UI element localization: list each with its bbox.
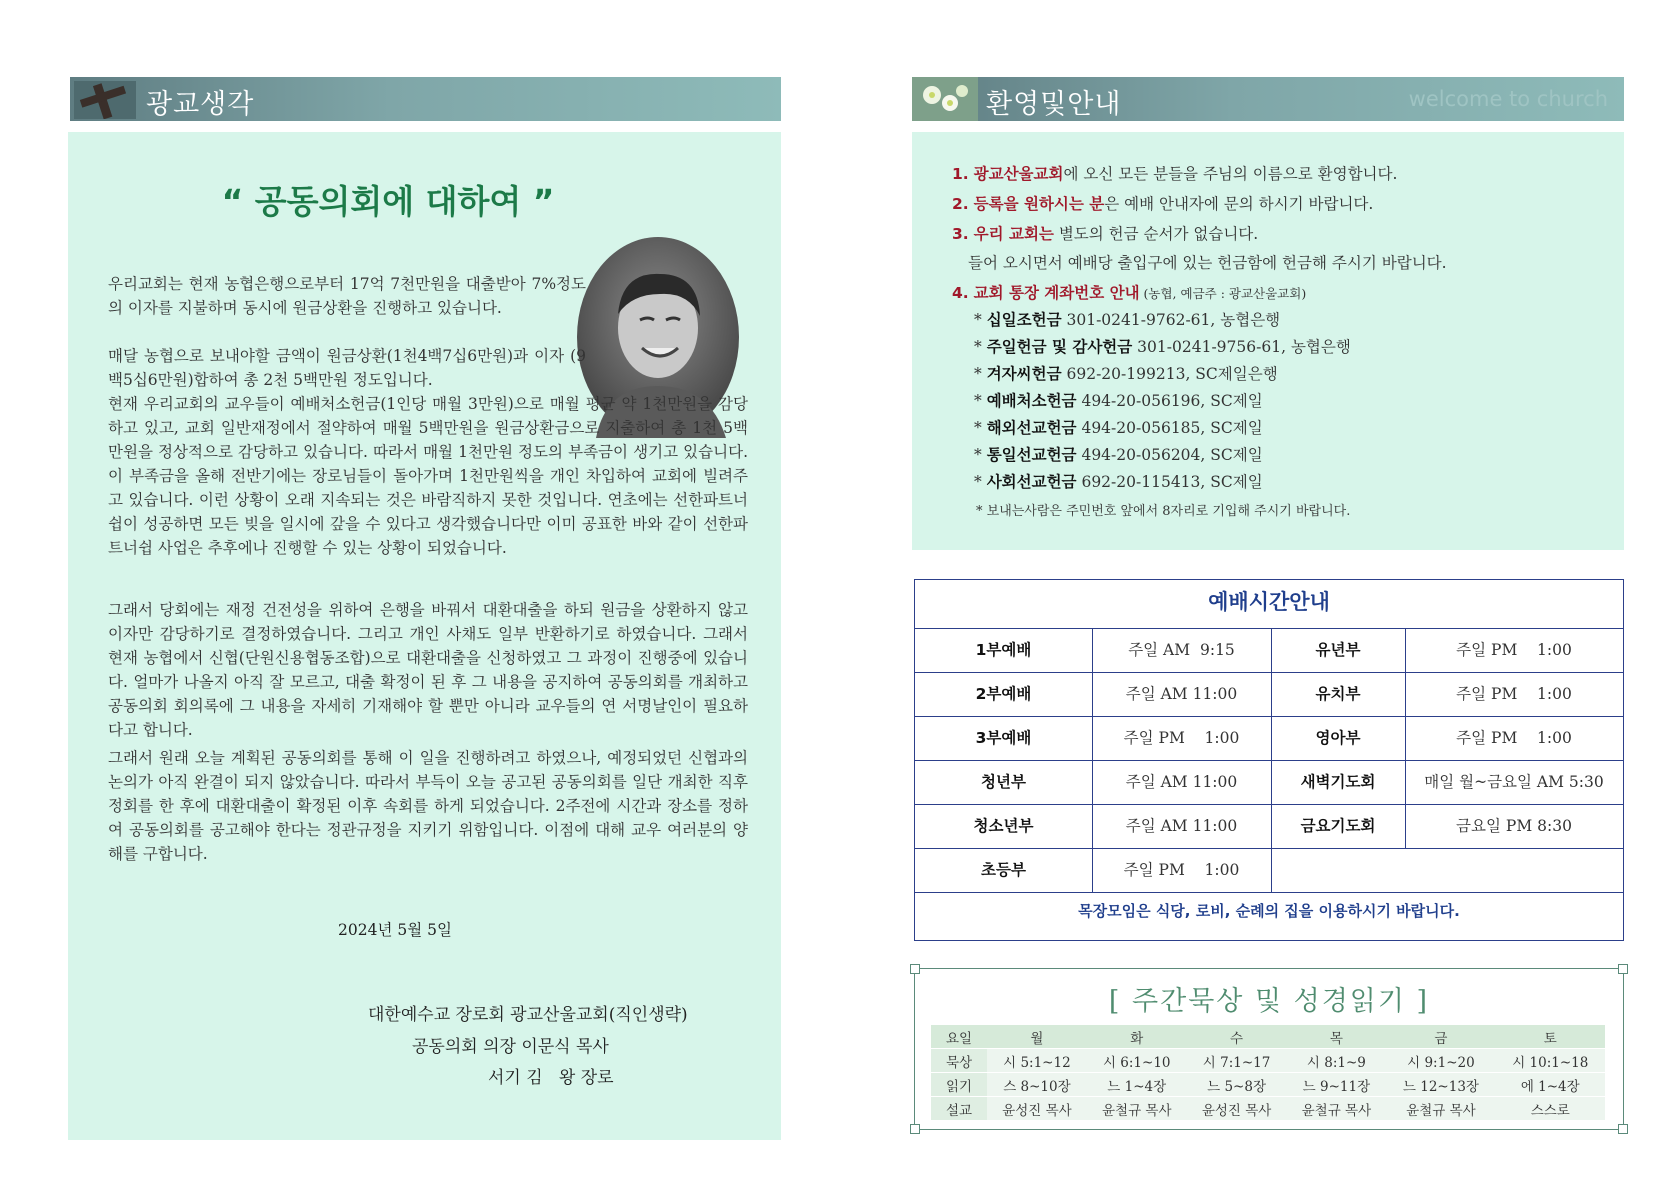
weekly-meditation-box — [914, 968, 1624, 1130]
welcome-item-3: 3. 우리 교회는 별도의 헌금 순서가 없습니다. — [952, 225, 1259, 243]
schedule-label: 새벽기도회 — [1300, 773, 1376, 791]
schedule-time: 주일 PM 1:00 — [1456, 641, 1572, 659]
table-cell: 시 7:1~17 — [1187, 1049, 1287, 1073]
schedule-time: 주일 AM 11:00 — [1125, 773, 1238, 791]
schedule-title: 예배시간안내 — [1208, 590, 1330, 614]
signature-clerk: 서기 김 왕 장로 — [488, 1068, 614, 1088]
account-social-mission: * 사회선교헌금 692-20-115413, SC제일 — [974, 473, 1263, 491]
table-cell: 느 12~13장 — [1386, 1073, 1495, 1097]
table-cell: 윤철규 목사 — [1087, 1097, 1187, 1121]
schedule-label: 청년부 — [981, 773, 1026, 791]
left-section-title: 광교생각 — [146, 89, 255, 120]
essay-date: 2024년 5월 5일 — [338, 921, 452, 939]
welcome-item-4: 4. 교회 통장 계좌번호 안내 (농협, 예금주 : 광교산울교회) — [952, 284, 1307, 302]
essay-title: “ 공동의회에 대하여 ” — [221, 182, 555, 221]
signature-chair: 공동의회 의장 이문식 목사 — [412, 1037, 609, 1057]
bullet: * — [974, 338, 982, 356]
schedule-time: 주일 PM 1:00 — [1456, 685, 1572, 703]
cross-icon — [74, 81, 136, 119]
bullet: * — [974, 446, 982, 464]
left-section-header — [70, 77, 781, 121]
bullet: * — [974, 473, 982, 491]
schedule-time: 주일 AM 11:00 — [1125, 817, 1238, 835]
account-tithe: * 십일조헌금 301-0241-9762-61, 농협은행 — [974, 311, 1281, 329]
schedule-note: 목장모임은 식당, 로비, 순례의 집을 이용하시기 바랍니다. — [1078, 902, 1460, 920]
essay-paragraph-1: 우리교회는 현재 농협은행으로부터 17억 7천만원을 대출받아 7%정도의 이자를 지불하며 동시에 원금상환을 진행하고 있습니다. — [108, 275, 586, 317]
welcome-section-title: 환영및안내 — [986, 89, 1122, 120]
divider — [915, 892, 1623, 893]
table-header: 월 — [987, 1025, 1087, 1049]
table-row — [931, 1049, 1605, 1073]
table-row — [931, 1025, 1605, 1049]
table-header: 금 — [1386, 1025, 1495, 1049]
welcome-item-2: 2. 등록을 원하시는 분은 예배 안내자에 문의 하시기 바랍니다. — [952, 195, 1374, 213]
schedule-time: 주일 PM 1:00 — [1123, 729, 1240, 747]
account-overseas-mission: * 해외선교헌금 494-20-056185, SC제일 — [974, 419, 1263, 437]
pastor-essay-panel — [68, 132, 781, 1140]
table-header: 화 — [1087, 1025, 1187, 1049]
bullet: * — [974, 392, 982, 410]
schedule-label: 2부예배 — [975, 685, 1032, 703]
meditation-title: [ 주간묵상 및 성경읽기 ] — [1108, 986, 1430, 1017]
welcome-item-1: 1. 광교산울교회에 오신 모든 분들을 주님의 이름으로 환영합니다. — [952, 165, 1398, 183]
schedule-label: 3부예배 — [975, 729, 1032, 747]
meditation-table — [931, 1025, 1605, 1121]
table-cell: 시 9:1~20 — [1386, 1049, 1495, 1073]
frame-corner — [910, 964, 920, 974]
account-footnote: * 보내는사람은 주민번호 앞에서 8자리로 기입해 주시기 바랍니다. — [976, 504, 1351, 519]
table-cell: 읽기 — [931, 1073, 987, 1097]
welcome-item-3-line-2: 들어 오시면서 예배당 출입구에 있는 헌금함에 헌금해 주시기 바랍니다. — [968, 254, 1447, 272]
bullet: * — [974, 419, 982, 437]
table-cell: 스스로 — [1496, 1097, 1605, 1121]
essay-paragraph-3: 현재 우리교회의 교우들이 예배처소헌금(1인당 매월 3만원)으로 매월 평균 약 1천만원을 감당하고 있고, 교회 일반재정에서 절약하여 매월 5백만원을 원금상환금으로 지출하여 총 1천 5백만원을 정상적으로 감당하고 있습니다. 따라서 매월 1천만원 정도의 부족금이 생기고 있습니다. 이 부족금을 올해 전반기에는 장로님들이 돌아가며 1천만원씩을 개인 차입하여 교회에 빌려주고 있습니다. 이런 상황이 오래 지속되는 것은 바람직하지 못한 것입니다. 연초에는 선한파트너쉽이 성공하면 모든 빚을 일시에 갚을 수 있다고 생각했습니다만 이미 공표한 바와 같이 선한파트너쉽 사업은 추후에나 진행할 수 있는 상황이 되었습니다. — [108, 395, 748, 557]
schedule-time: 금요일 PM 8:30 — [1456, 817, 1572, 835]
table-header: 토 — [1496, 1025, 1605, 1049]
table-header: 요일 — [931, 1025, 987, 1049]
welcome-section-subtitle: welcome to church — [1408, 87, 1608, 111]
table-cell: 설교 — [931, 1097, 987, 1121]
table-cell: 시 6:1~10 — [1087, 1049, 1187, 1073]
table-cell: 윤철규 목사 — [1386, 1097, 1495, 1121]
bullet: * — [974, 311, 982, 329]
table-cell: 윤철규 목사 — [1286, 1097, 1386, 1121]
table-row — [931, 1073, 1605, 1097]
frame-corner — [910, 1124, 920, 1134]
account-mustard-seed: * 겨자씨헌금 692-20-199213, SC제일은행 — [974, 365, 1278, 383]
account-worship-place: * 예배처소헌금 494-20-056196, SC제일 — [974, 392, 1263, 410]
schedule-label: 초등부 — [981, 861, 1026, 879]
table-row — [931, 1097, 1605, 1121]
table-cell: 느 9~11장 — [1286, 1073, 1386, 1097]
worship-schedule-table — [914, 579, 1624, 941]
schedule-label: 1부예배 — [975, 641, 1032, 659]
account-unification-mission: * 통일선교헌금 494-20-056204, SC제일 — [974, 446, 1263, 464]
schedule-time: 주일 PM 1:00 — [1456, 729, 1572, 747]
schedule-time: 주일 AM 11:00 — [1125, 685, 1238, 703]
table-cell: 시 5:1~12 — [987, 1049, 1087, 1073]
essay-paragraph-2: 매달 농협으로 보내야할 금액이 원금상환(1천4백7십6만원)과 이자 (9백5십6만원)합하여 총 2천 5백만원 정도입니다. — [108, 347, 586, 389]
schedule-label: 유치부 — [1315, 685, 1361, 703]
essay-paragraph-4: 그래서 당회에는 재정 건전성을 위하여 은행을 바꿔서 대환대출을 하되 원금을 상환하지 않고 이자만 감당하기로 결정하였습니다. 그리고 개인 사채도 일부 반환하기로 하였습니다. 그래서 현재 농협에서 신협(단원신용협동조합)으로 대환대출을 신청하였고 그 과정이 진행중에 있습니다. 얼마가 나올지 아직 잘 모르고, 대출 확정이 된 후 그 내용을 공지하여 공동의회를 개최하고 공동의회 회의록에 그 내용을 자세히 기재해야 할 뿐만 아니라 교우들의 연 서명날인이 필요하다고 합니다. — [108, 601, 748, 739]
schedule-label: 청소년부 — [973, 817, 1034, 835]
frame-corner — [1618, 1124, 1628, 1134]
schedule-label: 금요기도회 — [1300, 817, 1376, 835]
schedule-time: 매일 월~금요일 AM 5:30 — [1424, 773, 1604, 791]
table-cell: 느 5~8장 — [1187, 1073, 1287, 1097]
frame-corner — [1618, 964, 1628, 974]
schedule-label: 유년부 — [1315, 641, 1361, 659]
schedule-time: 주일 PM 1:00 — [1123, 861, 1240, 879]
table-cell: 윤성진 목사 — [1187, 1097, 1287, 1121]
flower-icon — [912, 77, 978, 121]
table-cell: 느 1~4장 — [1087, 1073, 1187, 1097]
table-cell: 윤성진 목사 — [987, 1097, 1087, 1121]
table-cell: 스 8~10장 — [987, 1073, 1087, 1097]
table-cell: 묵상 — [931, 1049, 987, 1073]
account-sunday-thanks: * 주일헌금 및 감사헌금 301-0241-9756-61, 농협은행 — [974, 338, 1351, 356]
welcome-panel — [912, 132, 1624, 550]
table-cell: 시 8:1~9 — [1286, 1049, 1386, 1073]
bullet: * — [974, 365, 982, 383]
table-header: 수 — [1187, 1025, 1287, 1049]
table-header: 목 — [1286, 1025, 1386, 1049]
signature-church: 대한예수교 장로회 광교산울교회(직인생략) — [368, 1005, 688, 1025]
welcome-section-header — [912, 77, 1624, 121]
schedule-label: 영아부 — [1315, 729, 1361, 747]
schedule-time: 주일 AM 9:15 — [1128, 641, 1235, 659]
essay-paragraph-5: 그래서 원래 오늘 계획된 공동의회를 통해 이 일을 진행하려고 하였으나, 예정되었던 신협과의 논의가 아직 완결이 되지 않았습니다. 따라서 부득이 오늘 공고된 공동의회를 일단 개최한 직후 정회를 한 후에 대환대출이 확정된 이후 속회를 하게 되었습니다. 2주전에 시간과 장소를 정하여 공동의회를 공고해야 한다는 정관규정을 지키기 위함입니다. 이점에 대해 교우 여러분의 양해를 구합니다. — [108, 749, 748, 863]
table-cell: 시 10:1~18 — [1496, 1049, 1605, 1073]
table-cell: 에 1~4장 — [1496, 1073, 1605, 1097]
